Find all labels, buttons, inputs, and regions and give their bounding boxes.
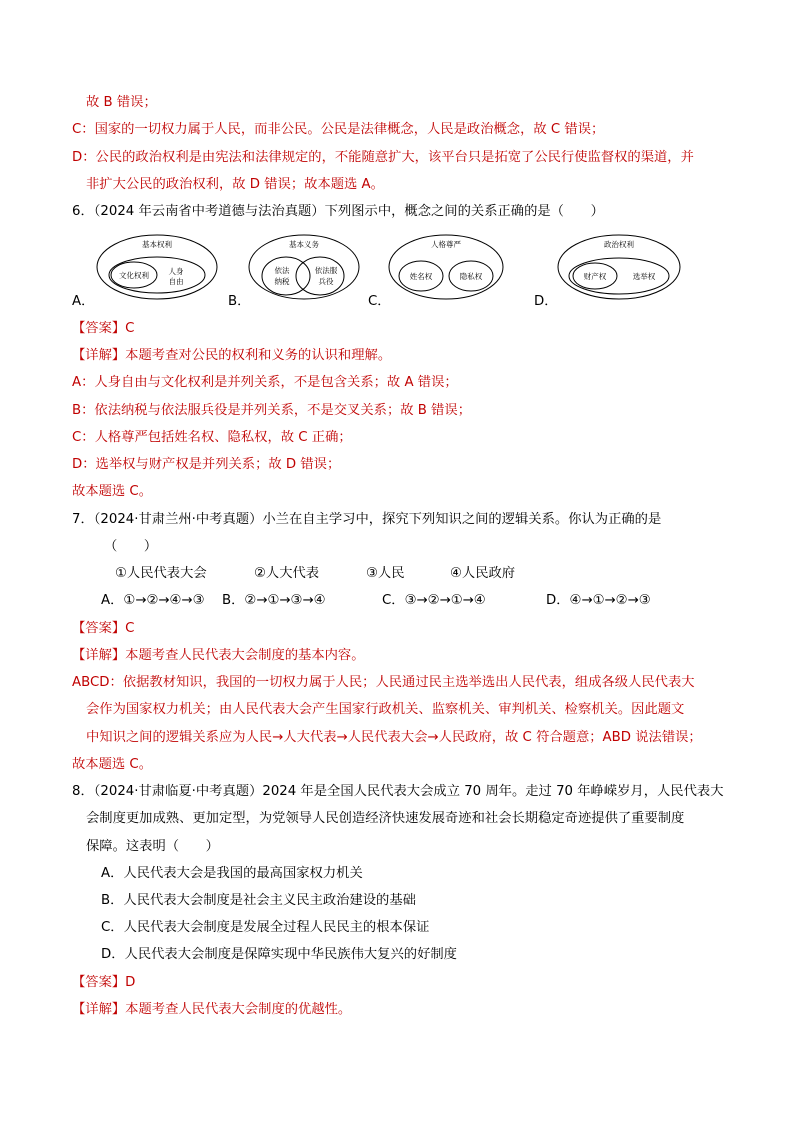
q7-option-d[interactable]: D．④→①→②→③ [546, 593, 651, 608]
venn-b-outer-label: 基本义务 [289, 240, 319, 249]
q8-option-d[interactable]: D．人民代表大会制度是保障实现中华民族伟大复兴的好制度 [101, 947, 457, 962]
q6-stem: 6．（2024 年云南省中考道德与法治真题）下列图示中，概念之间的关系正确的是（ ） [72, 204, 604, 219]
q8-option-a[interactable]: A．人民代表大会是我国的最高国家权力机关 [101, 866, 363, 881]
q5-option-c: C：国家的一切权力属于人民，而非公民。公民是法律概念，人民是政治概念，故 C 错误； [72, 122, 605, 137]
q7-detail-line2: 会作为国家权力机关；由人民代表大会产生国家行政机关、监察机关、审判机关、检察机关。因此题文 [86, 702, 685, 717]
q7-detail-head: 【详解】本题考查人民代表大会制度的基本内容。 [72, 648, 365, 663]
q7-item-2: ②人大代表 [254, 566, 320, 581]
q6-detail-c: C：人格尊严包括姓名权、隐私权，故 C 正确； [72, 430, 352, 445]
q6-detail-d: D：选举权与财产权是并列关系；故 D 错误； [72, 457, 341, 472]
q6-detail-a: A：人身自由与文化权利是并列关系，不是包含关系；故 A 错误； [72, 375, 458, 390]
q8-option-b[interactable]: B．人民代表大会制度是社会主义民主政治建设的基础 [101, 893, 416, 908]
q7-item-3: ③人民 [366, 566, 405, 581]
q6-option-a-label[interactable]: A． [72, 294, 95, 309]
svg-text:自由: 自由 [168, 277, 184, 286]
q7-item-1: ①人民代表大会 [115, 566, 207, 581]
q6-detail-head: 【详解】本题考查对公民的权利和义务的认识和理解。 [72, 348, 392, 363]
q6-detail-end: 故本题选 C。 [72, 484, 152, 499]
venn-a-inner-a-label: 文化权利 [119, 271, 149, 280]
q8-answer: 【答案】D [72, 975, 136, 990]
q6-option-b-label[interactable]: B． [228, 294, 251, 309]
svg-text:依法: 依法 [274, 266, 290, 275]
q7-paren: （ ） [104, 539, 158, 554]
q8-stem-line3: 保障。这表明（ ） [86, 839, 219, 854]
q7-option-a[interactable]: A．①→②→④→③ [101, 593, 205, 608]
svg-text:兵役: 兵役 [318, 277, 334, 286]
q8-option-c[interactable]: C．人民代表大会制度是发展全过程人民民主的根本保证 [101, 920, 430, 935]
q6-option-d-label[interactable]: D． [534, 294, 558, 309]
q5-option-d: D：公民的政治权利是由宪法和法律规定的，不能随意扩大，该平台只是拓宽了公民行使监督权的渠道，并 [72, 150, 694, 165]
venn-c-inner-a-label: 姓名权 [409, 272, 433, 281]
svg-text:纳税: 纳税 [274, 277, 290, 286]
q6-detail-b: B：依法纳税与依法服兵役是并列关系，不是交叉关系；故 B 错误； [72, 403, 472, 418]
svg-text:依法服: 依法服 [314, 266, 338, 275]
venn-diagram-b [248, 233, 360, 301]
svg-text:人身: 人身 [168, 267, 184, 276]
q5-text-line: 故 B 错误； [86, 95, 157, 110]
q7-detail-line3: 中知识之间的逻辑关系应为人民→人大代表→人民代表大会→人民政府，故 C 符合题意；ABD 说法错误； [86, 730, 702, 745]
venn-c-outer-label: 人格尊严 [431, 240, 461, 249]
venn-c-inner-b-label: 隐私权 [459, 272, 483, 281]
q7-option-c[interactable]: C．③→②→①→④ [382, 593, 486, 608]
venn-d-inner-a-label: 财产权 [583, 272, 607, 281]
venn-a-outer-label: 基本权利 [142, 240, 172, 249]
q6-option-c-label[interactable]: C． [368, 294, 391, 309]
q7-item-4: ④人民政府 [450, 566, 516, 581]
venn-diagram-c [388, 233, 504, 301]
q7-stem: 7．（2024·甘肃兰州·中考真题）小兰在自主学习中，探究下列知识之间的逻辑关系。你认为正确的是 [72, 512, 662, 527]
q8-detail-head: 【详解】本题考查人民代表大会制度的优越性。 [72, 1002, 352, 1017]
q6-answer: 【答案】C [72, 321, 135, 336]
q7-detail-end: 故本题选 C。 [72, 757, 152, 772]
q7-answer: 【答案】C [72, 621, 135, 636]
venn-diagram-a [96, 233, 218, 301]
venn-d-outer-label: 政治权利 [604, 240, 634, 249]
q5-option-d-cont: 非扩大公民的政治权利，故 D 错误；故本题选 A。 [86, 177, 384, 192]
q8-stem-line1: 8．（2024·甘肃临夏·中考真题）2024 年是全国人民代表大会成立 70 周年。走过 70 年峥嵘岁月，人民代表大 [72, 784, 724, 799]
q8-stem-line2: 会制度更加成熟、更加定型，为党领导人民创造经济快速发展奇迹和社会长期稳定奇迹提供了重要制度 [86, 811, 685, 826]
q7-detail-line1: ABCD：依据教材知识，我国的一切权力属于人民；人民通过民主选举选出人民代表，组成各级人民代表大 [72, 675, 695, 690]
venn-d-inner-b-label: 选举权 [632, 272, 656, 281]
q7-option-b[interactable]: B．②→①→③→④ [222, 593, 326, 608]
venn-diagram-d [557, 233, 681, 301]
